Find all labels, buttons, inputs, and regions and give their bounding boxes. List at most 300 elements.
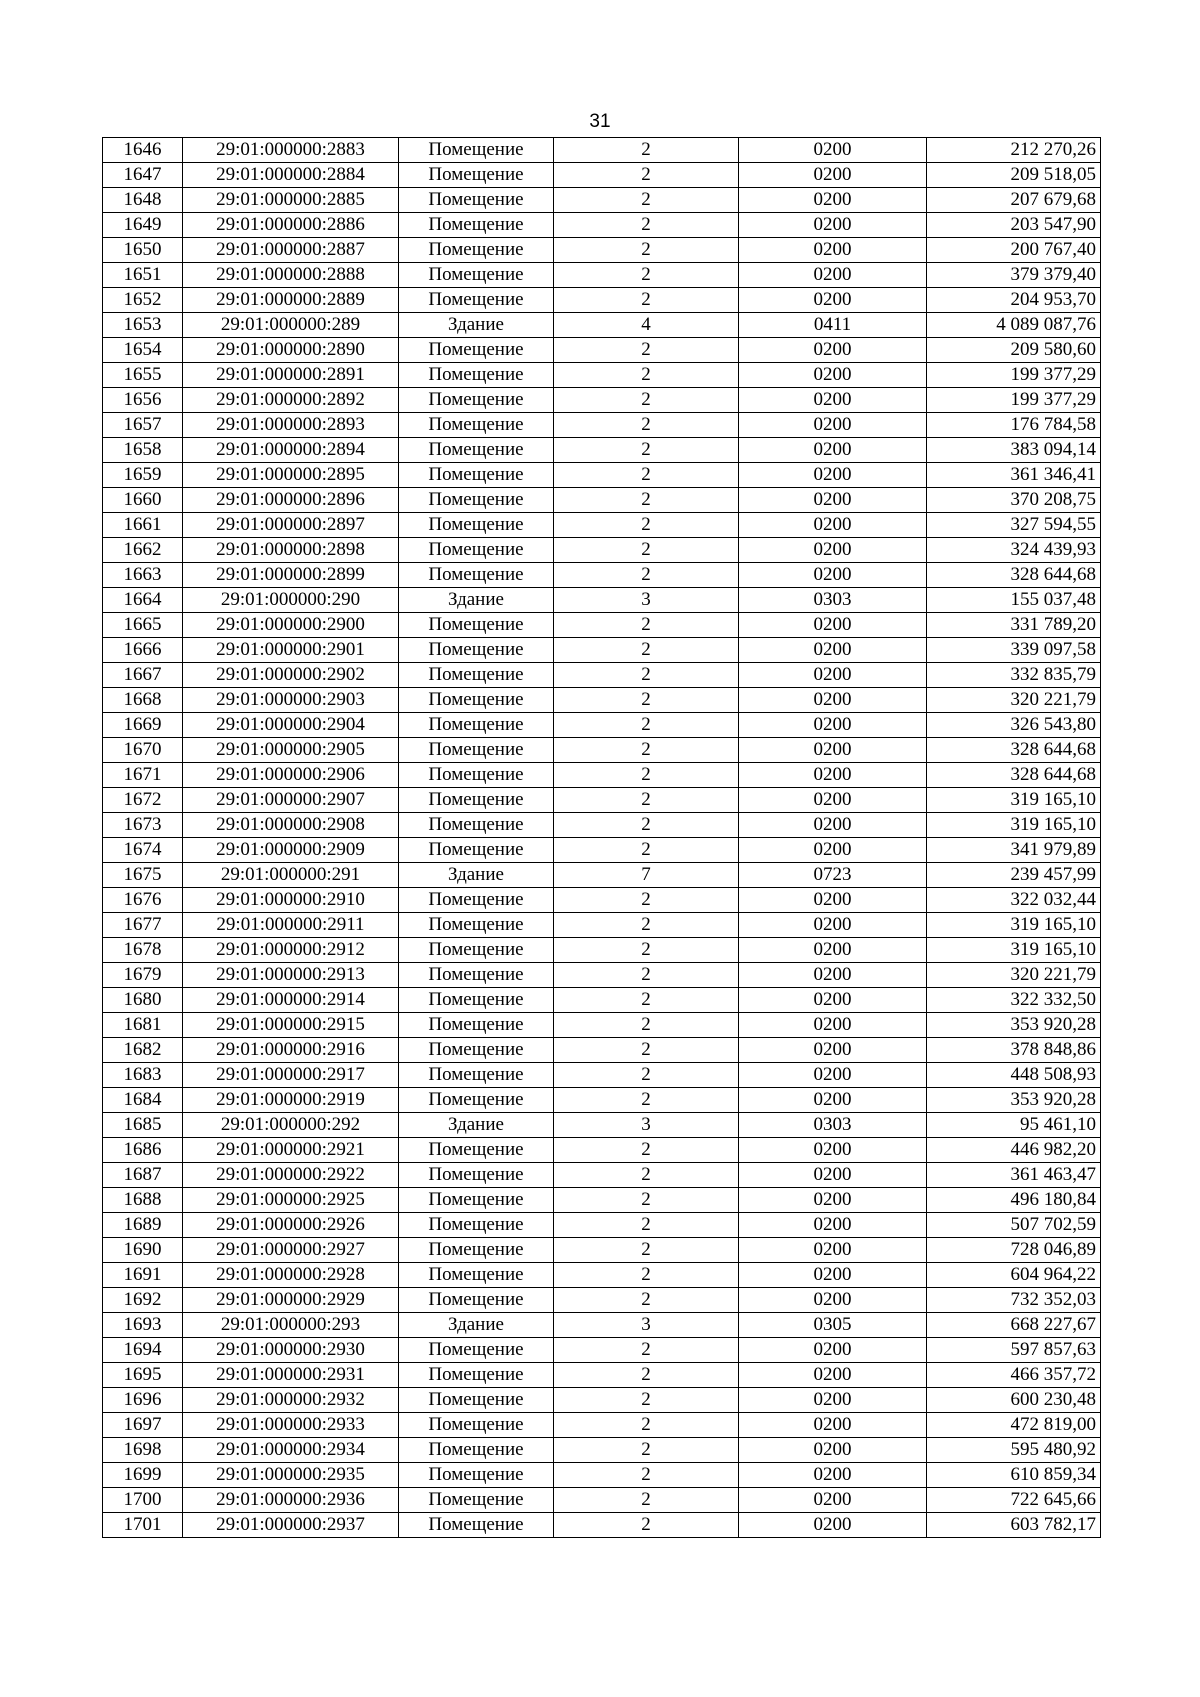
- code-cell: 0200: [739, 138, 927, 163]
- cadastral-number-cell: 29:01:000000:2907: [183, 788, 399, 813]
- table-row: [103, 313, 1101, 338]
- group-cell: 2: [554, 813, 739, 838]
- table-row: [103, 963, 1101, 988]
- table-row: [103, 588, 1101, 613]
- cadastral-number-cell: 29:01:000000:2889: [183, 288, 399, 313]
- object-type-cell: Помещение: [399, 1038, 554, 1063]
- table-row: [103, 1438, 1101, 1463]
- table-row: [103, 863, 1101, 888]
- table-row: [103, 1263, 1101, 1288]
- object-type-cell: Помещение: [399, 288, 554, 313]
- table-row: [103, 1013, 1101, 1038]
- code-cell: 0200: [739, 738, 927, 763]
- cadastral-number-cell: 29:01:000000:2904: [183, 713, 399, 738]
- group-cell: 2: [554, 1463, 739, 1488]
- row-number-cell: 1690: [103, 1238, 183, 1263]
- code-cell: 0200: [739, 1163, 927, 1188]
- cadastral-value-cell: 320 221,79: [927, 688, 1101, 713]
- code-cell: 0200: [739, 763, 927, 788]
- code-cell: 0200: [739, 563, 927, 588]
- group-cell: 2: [554, 1438, 739, 1463]
- row-number-cell: 1678: [103, 938, 183, 963]
- code-cell: 0200: [739, 463, 927, 488]
- cadastral-value-cell: 319 165,10: [927, 813, 1101, 838]
- group-cell: 2: [554, 1063, 739, 1088]
- group-cell: 4: [554, 313, 739, 338]
- table-row: [103, 138, 1101, 163]
- cadastral-number-cell: 29:01:000000:2936: [183, 1488, 399, 1513]
- cadastral-value-cell: 324 439,93: [927, 538, 1101, 563]
- row-number-cell: 1650: [103, 238, 183, 263]
- code-cell: 0303: [739, 1113, 927, 1138]
- row-number-cell: 1689: [103, 1213, 183, 1238]
- group-cell: 2: [554, 463, 739, 488]
- row-number-cell: 1658: [103, 438, 183, 463]
- cadastral-value-cell: 322 332,50: [927, 988, 1101, 1013]
- cadastral-number-cell: 29:01:000000:2911: [183, 913, 399, 938]
- code-cell: 0200: [739, 1488, 927, 1513]
- row-number-cell: 1675: [103, 863, 183, 888]
- cadastral-number-cell: 29:01:000000:2905: [183, 738, 399, 763]
- table-row: [103, 513, 1101, 538]
- group-cell: 2: [554, 1488, 739, 1513]
- row-number-cell: 1666: [103, 638, 183, 663]
- table-row: [103, 1213, 1101, 1238]
- group-cell: 7: [554, 863, 739, 888]
- object-type-cell: Помещение: [399, 563, 554, 588]
- cadastral-number-cell: 29:01:000000:293: [183, 1313, 399, 1338]
- cadastral-number-cell: 29:01:000000:2903: [183, 688, 399, 713]
- row-number-cell: 1698: [103, 1438, 183, 1463]
- code-cell: 0200: [739, 688, 927, 713]
- group-cell: 2: [554, 1288, 739, 1313]
- object-type-cell: Помещение: [399, 1513, 554, 1538]
- code-cell: 0200: [739, 1088, 927, 1113]
- cadastral-number-cell: 29:01:000000:2929: [183, 1288, 399, 1313]
- object-type-cell: Помещение: [399, 238, 554, 263]
- code-cell: 0200: [739, 813, 927, 838]
- row-number-cell: 1673: [103, 813, 183, 838]
- table-row: [103, 538, 1101, 563]
- cadastral-number-cell: 29:01:000000:2902: [183, 663, 399, 688]
- cadastral-number-cell: 29:01:000000:291: [183, 863, 399, 888]
- row-number-cell: 1651: [103, 263, 183, 288]
- row-number-cell: 1683: [103, 1063, 183, 1088]
- object-type-cell: Помещение: [399, 713, 554, 738]
- cadastral-value-cell: 328 644,68: [927, 763, 1101, 788]
- code-cell: 0200: [739, 413, 927, 438]
- code-cell: 0200: [739, 1438, 927, 1463]
- object-type-cell: Помещение: [399, 538, 554, 563]
- cadastral-value-cell: 204 953,70: [927, 288, 1101, 313]
- group-cell: 2: [554, 988, 739, 1013]
- cadastral-number-cell: 29:01:000000:2901: [183, 638, 399, 663]
- row-number-cell: 1680: [103, 988, 183, 1013]
- code-cell: 0200: [739, 638, 927, 663]
- cadastral-value-cell: 668 227,67: [927, 1313, 1101, 1338]
- code-cell: 0200: [739, 1138, 927, 1163]
- code-cell: 0200: [739, 1388, 927, 1413]
- code-cell: 0200: [739, 613, 927, 638]
- group-cell: 2: [554, 263, 739, 288]
- cadastral-value-cell: 207 679,68: [927, 188, 1101, 213]
- page-number: 31: [589, 111, 611, 132]
- group-cell: 2: [554, 1163, 739, 1188]
- code-cell: 0200: [739, 1213, 927, 1238]
- object-type-cell: Помещение: [399, 963, 554, 988]
- row-number-cell: 1682: [103, 1038, 183, 1063]
- group-cell: 2: [554, 738, 739, 763]
- object-type-cell: Помещение: [399, 613, 554, 638]
- group-cell: 2: [554, 213, 739, 238]
- table-row: [103, 763, 1101, 788]
- cadastral-value-cell: 95 461,10: [927, 1113, 1101, 1138]
- row-number-cell: 1648: [103, 188, 183, 213]
- object-type-cell: Помещение: [399, 363, 554, 388]
- cadastral-value-cell: 597 857,63: [927, 1338, 1101, 1363]
- group-cell: 2: [554, 438, 739, 463]
- code-cell: 0200: [739, 1188, 927, 1213]
- code-cell: 0200: [739, 538, 927, 563]
- cadastral-value-cell: 320 221,79: [927, 963, 1101, 988]
- object-type-cell: Помещение: [399, 813, 554, 838]
- code-cell: 0200: [739, 388, 927, 413]
- cadastral-number-cell: 29:01:000000:2909: [183, 838, 399, 863]
- table-row: [103, 388, 1101, 413]
- cadastral-number-cell: 29:01:000000:2894: [183, 438, 399, 463]
- object-type-cell: Здание: [399, 1113, 554, 1138]
- code-cell: 0200: [739, 1463, 927, 1488]
- code-cell: 0200: [739, 488, 927, 513]
- table-row: [103, 188, 1101, 213]
- object-type-cell: Помещение: [399, 388, 554, 413]
- cadastral-value-cell: 331 789,20: [927, 613, 1101, 638]
- code-cell: 0200: [739, 913, 927, 938]
- cadastral-number-cell: 29:01:000000:2934: [183, 1438, 399, 1463]
- row-number-cell: 1693: [103, 1313, 183, 1338]
- cadastral-value-cell: 327 594,55: [927, 513, 1101, 538]
- object-type-cell: Помещение: [399, 788, 554, 813]
- group-cell: 2: [554, 338, 739, 363]
- cadastral-number-cell: 29:01:000000:2906: [183, 763, 399, 788]
- cadastral-number-cell: 29:01:000000:2932: [183, 1388, 399, 1413]
- cadastral-number-cell: 29:01:000000:2885: [183, 188, 399, 213]
- cadastral-value-cell: 319 165,10: [927, 788, 1101, 813]
- cadastral-value-cell: 322 032,44: [927, 888, 1101, 913]
- code-cell: 0200: [739, 363, 927, 388]
- cadastral-number-cell: 29:01:000000:2931: [183, 1363, 399, 1388]
- cadastral-number-cell: 29:01:000000:290: [183, 588, 399, 613]
- code-cell: 0200: [739, 1238, 927, 1263]
- cadastral-value-cell: 353 920,28: [927, 1088, 1101, 1113]
- table-row: [103, 238, 1101, 263]
- cadastral-value-cell: 319 165,10: [927, 938, 1101, 963]
- row-number-cell: 1667: [103, 663, 183, 688]
- table-row: [103, 738, 1101, 763]
- object-type-cell: Помещение: [399, 913, 554, 938]
- group-cell: 2: [554, 163, 739, 188]
- code-cell: 0200: [739, 788, 927, 813]
- object-type-cell: Помещение: [399, 763, 554, 788]
- cadastral-number-cell: 29:01:000000:2912: [183, 938, 399, 963]
- cadastral-number-cell: 29:01:000000:2884: [183, 163, 399, 188]
- object-type-cell: Помещение: [399, 938, 554, 963]
- group-cell: 2: [554, 1338, 739, 1363]
- object-type-cell: Помещение: [399, 738, 554, 763]
- cadastral-number-cell: 29:01:000000:2922: [183, 1163, 399, 1188]
- row-number-cell: 1671: [103, 763, 183, 788]
- cadastral-value-cell: 603 782,17: [927, 1513, 1101, 1538]
- cadastral-value-cell: 496 180,84: [927, 1188, 1101, 1213]
- cadastral-value-cell: 610 859,34: [927, 1463, 1101, 1488]
- code-cell: 0200: [739, 1263, 927, 1288]
- object-type-cell: Помещение: [399, 1263, 554, 1288]
- cadastral-value-cell: 326 543,80: [927, 713, 1101, 738]
- cadastral-value-cell: 370 208,75: [927, 488, 1101, 513]
- cadastral-number-cell: 29:01:000000:2886: [183, 213, 399, 238]
- row-number-cell: 1659: [103, 463, 183, 488]
- code-cell: 0303: [739, 588, 927, 613]
- code-cell: 0200: [739, 713, 927, 738]
- object-type-cell: Помещение: [399, 1188, 554, 1213]
- group-cell: 2: [554, 938, 739, 963]
- cadastral-value-cell: 507 702,59: [927, 1213, 1101, 1238]
- table-row: [103, 1313, 1101, 1338]
- object-type-cell: Помещение: [399, 1238, 554, 1263]
- table-row: [103, 1163, 1101, 1188]
- table-row: [103, 1088, 1101, 1113]
- group-cell: 2: [554, 638, 739, 663]
- row-number-cell: 1661: [103, 513, 183, 538]
- object-type-cell: Помещение: [399, 1013, 554, 1038]
- row-number-cell: 1670: [103, 738, 183, 763]
- row-number-cell: 1679: [103, 963, 183, 988]
- row-number-cell: 1677: [103, 913, 183, 938]
- table-row: [103, 988, 1101, 1013]
- row-number-cell: 1647: [103, 163, 183, 188]
- object-type-cell: Помещение: [399, 1463, 554, 1488]
- object-type-cell: Помещение: [399, 463, 554, 488]
- code-cell: 0200: [739, 1063, 927, 1088]
- cadastral-value-cell: 379 379,40: [927, 263, 1101, 288]
- object-type-cell: Помещение: [399, 163, 554, 188]
- group-cell: 2: [554, 1013, 739, 1038]
- row-number-cell: 1660: [103, 488, 183, 513]
- table-row: [103, 438, 1101, 463]
- cadastral-number-cell: 29:01:000000:2917: [183, 1063, 399, 1088]
- group-cell: 2: [554, 963, 739, 988]
- row-number-cell: 1684: [103, 1088, 183, 1113]
- code-cell: 0200: [739, 838, 927, 863]
- table-row: [103, 1513, 1101, 1538]
- cadastral-value-cell: 339 097,58: [927, 638, 1101, 663]
- cadastral-number-cell: 29:01:000000:292: [183, 1113, 399, 1138]
- row-number-cell: 1656: [103, 388, 183, 413]
- cadastral-value-cell: 200 767,40: [927, 238, 1101, 263]
- cadastral-value-cell: 209 580,60: [927, 338, 1101, 363]
- row-number-cell: 1699: [103, 1463, 183, 1488]
- cadastral-value-cell: 199 377,29: [927, 363, 1101, 388]
- group-cell: 2: [554, 1138, 739, 1163]
- table-row: [103, 363, 1101, 388]
- code-cell: 0200: [739, 513, 927, 538]
- cadastral-number-cell: 29:01:000000:2914: [183, 988, 399, 1013]
- table-row: [103, 1288, 1101, 1313]
- row-number-cell: 1657: [103, 413, 183, 438]
- cadastral-value-cell: 212 270,26: [927, 138, 1101, 163]
- group-cell: 2: [554, 713, 739, 738]
- cadastral-value-cell: 448 508,93: [927, 1063, 1101, 1088]
- code-cell: 0305: [739, 1313, 927, 1338]
- cadastral-value-cell: 155 037,48: [927, 588, 1101, 613]
- group-cell: 2: [554, 1363, 739, 1388]
- row-number-cell: 1664: [103, 588, 183, 613]
- object-type-cell: Помещение: [399, 1388, 554, 1413]
- object-type-cell: Помещение: [399, 513, 554, 538]
- cadastral-value-cell: 353 920,28: [927, 1013, 1101, 1038]
- object-type-cell: Помещение: [399, 1288, 554, 1313]
- object-type-cell: Помещение: [399, 413, 554, 438]
- row-number-cell: 1652: [103, 288, 183, 313]
- code-cell: 0200: [739, 1363, 927, 1388]
- cadastral-number-cell: 29:01:000000:2895: [183, 463, 399, 488]
- cadastral-number-cell: 29:01:000000:2893: [183, 413, 399, 438]
- code-cell: 0200: [739, 963, 927, 988]
- table-row: [103, 163, 1101, 188]
- group-cell: 2: [554, 1388, 739, 1413]
- group-cell: 2: [554, 413, 739, 438]
- code-cell: 0200: [739, 213, 927, 238]
- table-body: [103, 138, 1101, 1538]
- object-type-cell: Помещение: [399, 488, 554, 513]
- cadastral-number-cell: 29:01:000000:2908: [183, 813, 399, 838]
- group-cell: 2: [554, 188, 739, 213]
- code-cell: 0200: [739, 1013, 927, 1038]
- row-number-cell: 1669: [103, 713, 183, 738]
- group-cell: 2: [554, 1213, 739, 1238]
- cadastral-number-cell: 29:01:000000:2887: [183, 238, 399, 263]
- row-number-cell: 1687: [103, 1163, 183, 1188]
- group-cell: 2: [554, 663, 739, 688]
- cadastral-number-cell: 29:01:000000:2916: [183, 1038, 399, 1063]
- table-row: [103, 1338, 1101, 1363]
- cadastral-number-cell: 29:01:000000:2900: [183, 613, 399, 638]
- row-number-cell: 1701: [103, 1513, 183, 1538]
- cadastral-value-cell: 732 352,03: [927, 1288, 1101, 1313]
- table-row: [103, 563, 1101, 588]
- object-type-cell: Помещение: [399, 638, 554, 663]
- object-type-cell: Помещение: [399, 1088, 554, 1113]
- table-row: [103, 1463, 1101, 1488]
- table-row: [103, 413, 1101, 438]
- object-type-cell: Помещение: [399, 988, 554, 1013]
- cadastral-number-cell: 29:01:000000:2892: [183, 388, 399, 413]
- row-number-cell: 1694: [103, 1338, 183, 1363]
- cadastral-number-cell: 29:01:000000:289: [183, 313, 399, 338]
- row-number-cell: 1681: [103, 1013, 183, 1038]
- group-cell: 2: [554, 488, 739, 513]
- code-cell: 0200: [739, 1338, 927, 1363]
- cadastral-value-cell: 328 644,68: [927, 563, 1101, 588]
- cadastral-number-cell: 29:01:000000:2927: [183, 1238, 399, 1263]
- cadastral-value-cell: 728 046,89: [927, 1238, 1101, 1263]
- cadastral-number-cell: 29:01:000000:2933: [183, 1413, 399, 1438]
- cadastral-number-cell: 29:01:000000:2891: [183, 363, 399, 388]
- row-number-cell: 1663: [103, 563, 183, 588]
- group-cell: 3: [554, 1313, 739, 1338]
- table-row: [103, 688, 1101, 713]
- group-cell: 2: [554, 288, 739, 313]
- cadastral-value-cell: 328 644,68: [927, 738, 1101, 763]
- row-number-cell: 1691: [103, 1263, 183, 1288]
- cadastral-value-cell: 378 848,86: [927, 1038, 1101, 1063]
- group-cell: 2: [554, 1413, 739, 1438]
- cadastral-value-cell: 600 230,48: [927, 1388, 1101, 1413]
- object-type-cell: Помещение: [399, 1488, 554, 1513]
- cadastral-number-cell: 29:01:000000:2928: [183, 1263, 399, 1288]
- group-cell: 3: [554, 588, 739, 613]
- group-cell: 2: [554, 1263, 739, 1288]
- row-number-cell: 1674: [103, 838, 183, 863]
- row-number-cell: 1692: [103, 1288, 183, 1313]
- table-row: [103, 1063, 1101, 1088]
- object-type-cell: Здание: [399, 1313, 554, 1338]
- group-cell: 3: [554, 1113, 739, 1138]
- code-cell: 0411: [739, 313, 927, 338]
- row-number-cell: 1676: [103, 888, 183, 913]
- table-row: [103, 938, 1101, 963]
- cadastral-value-cell: 209 518,05: [927, 163, 1101, 188]
- cadastral-number-cell: 29:01:000000:2888: [183, 263, 399, 288]
- row-number-cell: 1668: [103, 688, 183, 713]
- table-row: [103, 638, 1101, 663]
- table-row: [103, 1138, 1101, 1163]
- object-type-cell: Помещение: [399, 438, 554, 463]
- cadastral-value-cell: 239 457,99: [927, 863, 1101, 888]
- table-row: [103, 1388, 1101, 1413]
- group-cell: 2: [554, 138, 739, 163]
- cadastral-value-cell: 176 784,58: [927, 413, 1101, 438]
- row-number-cell: 1654: [103, 338, 183, 363]
- object-type-cell: Помещение: [399, 1413, 554, 1438]
- table-row: [103, 488, 1101, 513]
- code-cell: 0200: [739, 188, 927, 213]
- object-type-cell: Помещение: [399, 338, 554, 363]
- cadastral-value-cell: 203 547,90: [927, 213, 1101, 238]
- row-number-cell: 1700: [103, 1488, 183, 1513]
- row-number-cell: 1649: [103, 213, 183, 238]
- table-row: [103, 913, 1101, 938]
- code-cell: 0200: [739, 988, 927, 1013]
- cadastral-number-cell: 29:01:000000:2890: [183, 338, 399, 363]
- table-row: [103, 713, 1101, 738]
- table-row: [103, 1113, 1101, 1138]
- group-cell: 2: [554, 238, 739, 263]
- table-row: [103, 1363, 1101, 1388]
- object-type-cell: Помещение: [399, 888, 554, 913]
- row-number-cell: 1695: [103, 1363, 183, 1388]
- code-cell: 0200: [739, 1513, 927, 1538]
- row-number-cell: 1655: [103, 363, 183, 388]
- code-cell: 0200: [739, 938, 927, 963]
- group-cell: 2: [554, 1238, 739, 1263]
- table-row: [103, 1188, 1101, 1213]
- code-cell: 0200: [739, 238, 927, 263]
- cadastral-number-cell: 29:01:000000:2919: [183, 1088, 399, 1113]
- group-cell: 2: [554, 913, 739, 938]
- object-type-cell: Помещение: [399, 188, 554, 213]
- cadastral-number-cell: 29:01:000000:2915: [183, 1013, 399, 1038]
